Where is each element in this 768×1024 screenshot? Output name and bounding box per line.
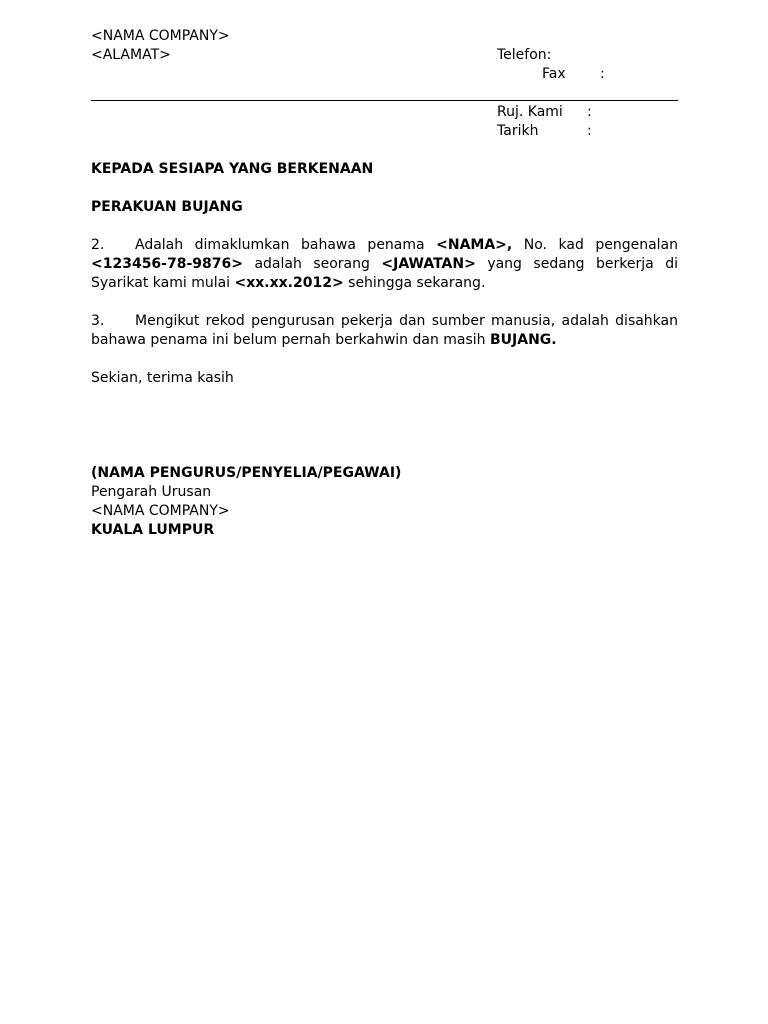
paragraph-2-text: Adalah dimaklumkan bahawa penama	[135, 237, 437, 253]
paragraph-3-line-1	[91, 312, 678, 331]
paragraph-2-text: yang sedang berkerja di	[475, 256, 678, 272]
paragraph-3-line-2	[91, 331, 678, 350]
paragraph-2-line-1	[91, 236, 678, 255]
paragraph-2-text: No. kad pengenalan	[512, 237, 679, 253]
paragraph-3-text: bahawa penama ini belum pernah berkahwin dan masih	[91, 332, 490, 348]
tarikh-label: Tarikh	[497, 123, 539, 139]
fax-label: Fax	[542, 66, 566, 82]
salutation: KEPADA SESIAPA YANG BERKENAAN	[91, 161, 374, 177]
nama-placeholder: <NAMA>,	[436, 237, 513, 253]
signatory-location: KUALA LUMPUR	[91, 522, 215, 538]
paragraph-2	[91, 236, 678, 293]
ruj-kami-label: Ruj. Kami	[497, 104, 563, 120]
paragraph-2-line-2	[91, 255, 678, 274]
company-name: <NAMA COMPANY>	[91, 28, 230, 44]
paragraph-2-line-3	[91, 274, 678, 293]
paragraph-3	[91, 312, 678, 350]
closing-line: Sekian, terima kasih	[91, 370, 234, 386]
fax-colon: :	[600, 66, 605, 82]
ic-number-placeholder: <123456-78-9876>	[91, 256, 243, 272]
ruj-kami-colon: :	[587, 104, 592, 120]
telefon-label: Telefon:	[497, 47, 552, 63]
subject-heading: PERAKUAN BUJANG	[91, 199, 243, 215]
paragraph-2-text: adalah seorang	[242, 256, 382, 272]
tarikh-colon: :	[587, 123, 592, 139]
paragraph-3-number: 3.	[91, 313, 105, 329]
signatory-title: Pengarah Urusan	[91, 484, 212, 500]
paragraph-2-text: Syarikat kami mulai	[91, 275, 235, 291]
paragraph-3-text: Mengikut rekod pengurusan pekerja dan sumber manusia, adalah disahkan	[135, 313, 678, 329]
paragraph-2-number: 2.	[91, 237, 105, 253]
bujang-status: BUJANG.	[490, 332, 557, 348]
header-divider	[91, 100, 678, 101]
company-address: <ALAMAT>	[91, 47, 171, 63]
signatory-name: (NAMA PENGURUS/PENYELIA/PEGAWAI)	[91, 465, 402, 481]
start-date-placeholder: <xx.xx.2012>	[234, 275, 344, 291]
paragraph-2-text: sehingga sekarang.	[343, 275, 486, 291]
jawatan-placeholder: <JAWATAN>	[381, 256, 476, 272]
signatory-company: <NAMA COMPANY>	[91, 503, 230, 519]
